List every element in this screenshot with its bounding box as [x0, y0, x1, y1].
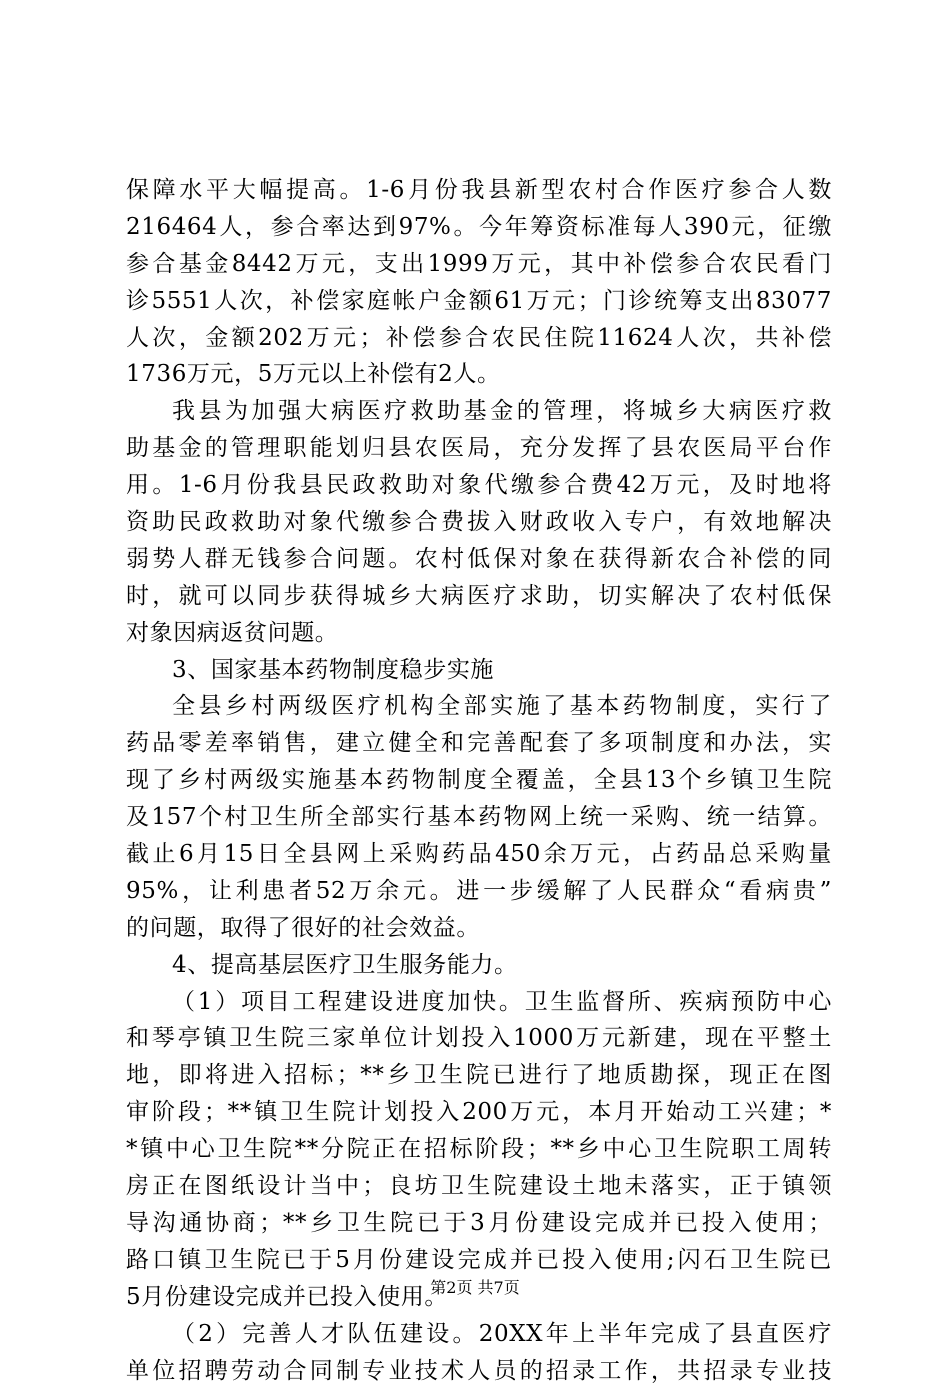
- text-line: 弱势人群无钱参合问题。农村低保对象在获得新农合补偿的同: [126, 541, 832, 578]
- text-line: 我县为加强大病医疗救助基金的管理，将城乡大病医疗救: [126, 393, 832, 430]
- text-line: （2）完善人才队伍建设。20XX年上半年完成了县直医疗: [126, 1316, 832, 1353]
- document-body: [126, 172, 832, 1389]
- text-line: 诊5551人次，补偿家庭帐户金额61万元；门诊统筹支出83077: [126, 283, 832, 320]
- page-footer: 第2页 共7页: [0, 1278, 950, 1298]
- text-line: （1）项目工程建设进度加快。卫生监督所、疾病预防中心: [126, 984, 832, 1021]
- text-line: 的问题，取得了很好的社会效益。: [126, 910, 832, 947]
- text-line: 人次，金额202万元；补偿参合农民住院11624人次，共补偿: [126, 320, 832, 357]
- text-line: 全县乡村两级医疗机构全部实施了基本药物制度，实行了: [126, 688, 832, 725]
- text-line: 助基金的管理职能划归县农医局，充分发挥了县农医局平台作: [126, 430, 832, 467]
- text-line: 地，即将进入招标；**乡卫生院已进行了地质勘探，现正在图: [126, 1057, 832, 1094]
- text-line: 参合基金8442万元，支出1999万元，其中补偿参合农民看门: [126, 246, 832, 283]
- text-line: 用。1-6月份我县民政救助对象代缴参合费42万元，及时地将: [126, 467, 832, 504]
- text-line: 房正在图纸设计当中；良坊卫生院建设土地未落实，正于镇领: [126, 1168, 832, 1205]
- text-line: 导沟通协商；**乡卫生院已于3月份建设完成并已投入使用；: [126, 1205, 832, 1242]
- text-line: 对象因病返贫问题。: [126, 615, 832, 652]
- text-line: *镇中心卫生院**分院正在招标阶段；**乡中心卫生院职工周转: [126, 1131, 832, 1168]
- text-line: 3、国家基本药物制度稳步实施: [126, 652, 832, 689]
- text-line: 资助民政救助对象代缴参合费拔入财政收入专户，有效地解决: [126, 504, 832, 541]
- text-line: 和琴亭镇卫生院三家单位计划投入1000万元新建，现在平整土: [126, 1020, 832, 1057]
- text-line: 截止6月15日全县网上采购药品450余万元，占药品总采购量: [126, 836, 832, 873]
- text-line: 4、提高基层医疗卫生服务能力。: [126, 947, 832, 984]
- text-line: 及157个村卫生所全部实行基本药物网上统一采购、统一结算。: [126, 799, 832, 836]
- text-line: 现了乡村两级实施基本药物制度全覆盖，全县13个乡镇卫生院: [126, 762, 832, 799]
- text-line: 保障水平大幅提高。1-6月份我县新型农村合作医疗参合人数: [126, 172, 832, 209]
- text-line: 审阶段；**镇卫生院计划投入200万元，本月开始动工兴建；*: [126, 1094, 832, 1131]
- text-line: 单位招聘劳动合同制专业技术人员的招录工作，共招录专业技: [126, 1353, 832, 1389]
- text-line: 216464人，参合率达到97%。今年筹资标准每人390元，征缴: [126, 209, 832, 246]
- text-line: 95%，让利患者52万余元。进一步缓解了人民群众“看病贵”: [126, 873, 832, 910]
- text-line: 1736万元，5万元以上补偿有2人。: [126, 356, 832, 393]
- text-line: 药品零差率销售，建立健全和完善配套了多项制度和办法，实: [126, 725, 832, 762]
- text-line: 5月份建设完成并已投入使用。: [126, 1279, 832, 1316]
- text-line: 时，就可以同步获得城乡大病医疗求助，切实解决了农村低保: [126, 578, 832, 615]
- text-line: 路口镇卫生院已于5月份建设完成并已投入使用;闪石卫生院已: [126, 1242, 832, 1279]
